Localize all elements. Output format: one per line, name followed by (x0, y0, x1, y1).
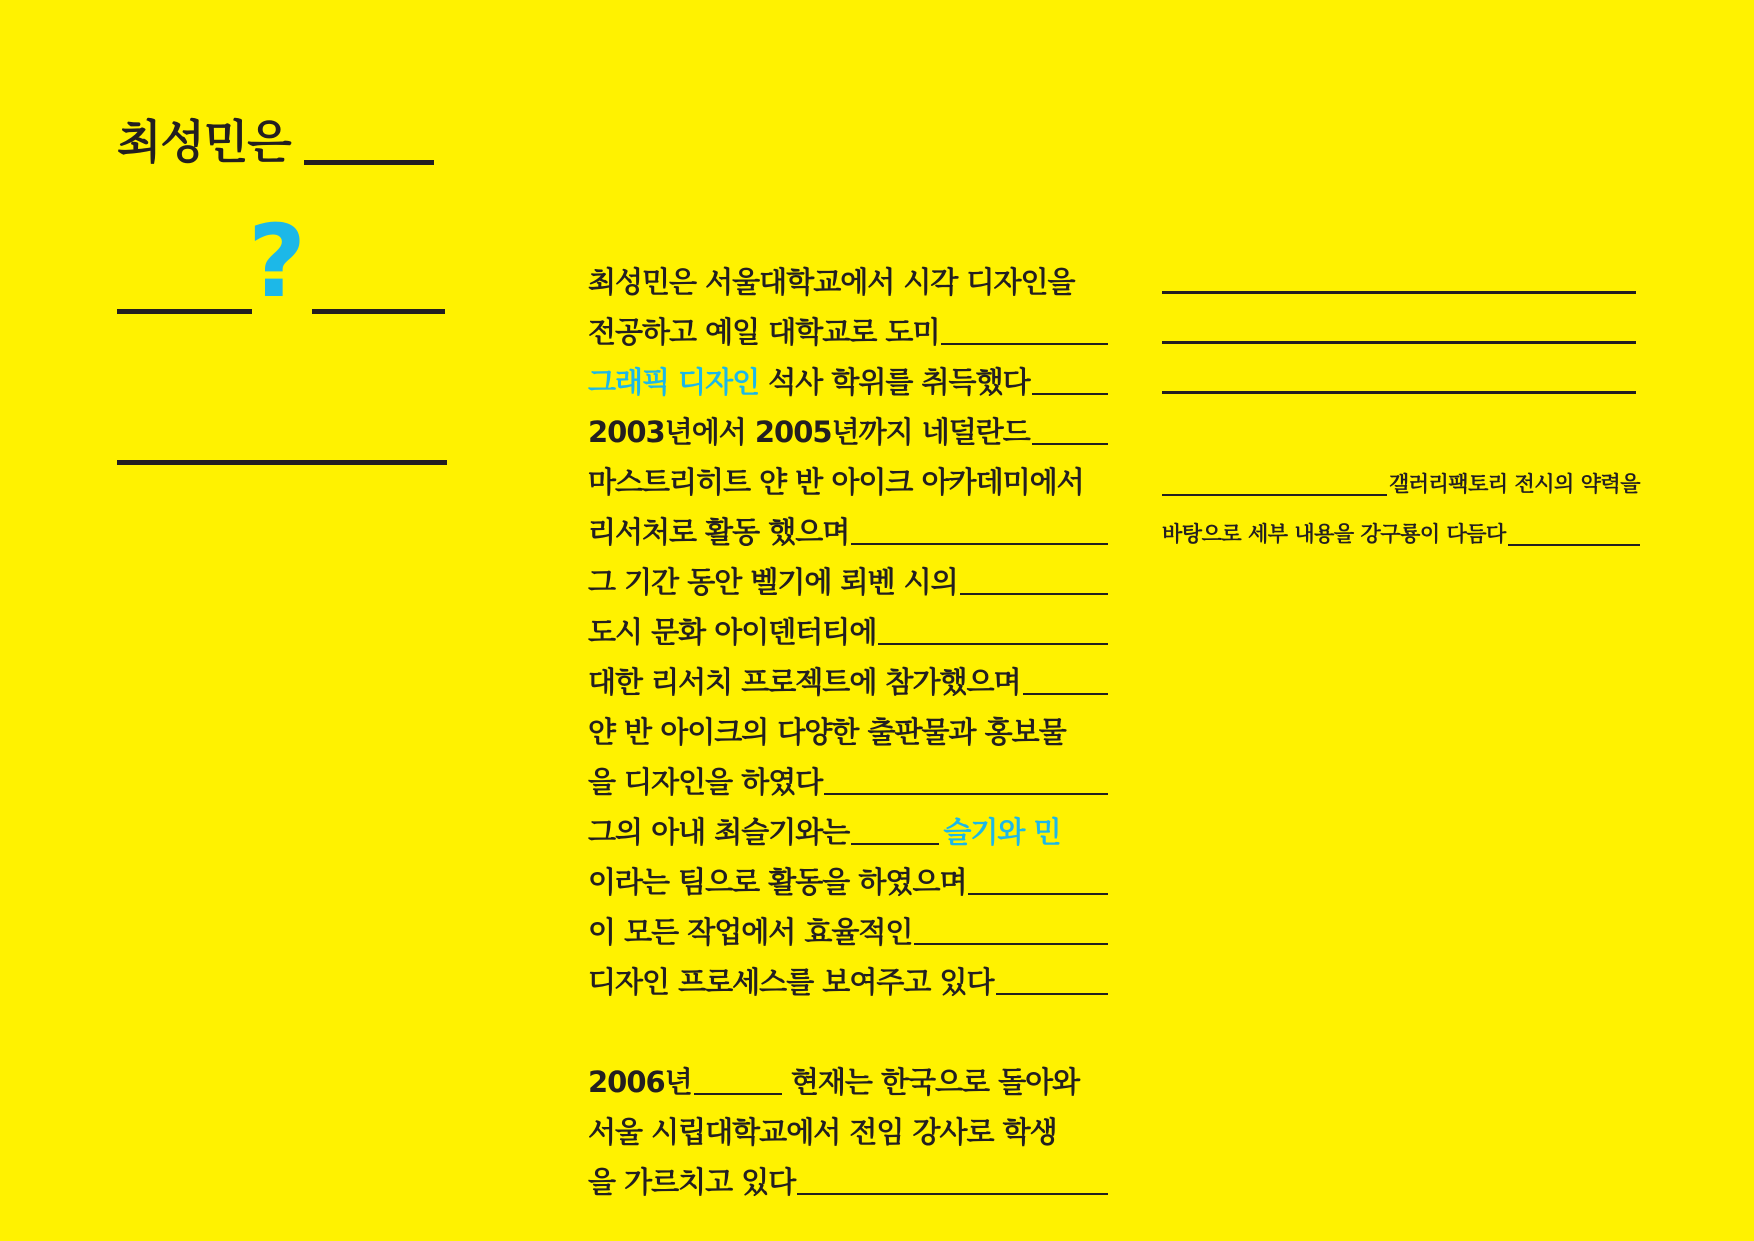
text-line: 2003년에서 2005년까지 네덜란드 (588, 407, 1108, 457)
text-line: 그의 아내 최슬기와는 슬기와 민 (588, 807, 1108, 857)
right-rule-2 (1162, 341, 1636, 344)
text-line: 을 가르치고 있다 (588, 1157, 1108, 1207)
highlight-graphic-design: 그래픽 디자인 (588, 365, 760, 399)
bio-text (588, 257, 1108, 1207)
text-line: 대한 리서치 프로젝트에 참가했으며 (588, 657, 1108, 707)
question-left-rule (117, 309, 252, 314)
text-line: 마스트리히트 얀 반 아이크 아카데미에서 (588, 465, 1084, 499)
text-line: 최성민은 서울대학교에서 시각 디자인을 (588, 265, 1075, 299)
text-line: 2006년 현재는 한국으로 돌아와 (588, 1065, 1080, 1099)
text-line: 서울 시립대학교에서 전임 강사로 학생 (588, 1115, 1057, 1149)
text-line: 을 디자인을 하였다 (588, 757, 1108, 807)
right-rule-1 (1162, 291, 1636, 294)
credit-line: 갤러리팩토리 전시의 약력을 (1162, 459, 1640, 509)
question-mark: ? (248, 203, 307, 320)
text-line: 이 모든 작업에서 효율적인 (588, 907, 1108, 957)
text-line: 리서처로 활동 했으며 (588, 507, 1108, 557)
question-right-rule (312, 309, 445, 314)
text-line: 그 기간 동안 벨기에 뢰벤 시의 (588, 557, 1108, 607)
highlight-team-name: 슬기와 민 (943, 815, 1061, 849)
text-line: 그래픽 디자인 석사 학위를 취득했다 (588, 357, 1108, 407)
credit-note (1162, 459, 1640, 559)
right-rule-3 (1162, 391, 1636, 394)
text-line: 이라는 팀으로 활동을 하였으며 (588, 857, 1108, 907)
divider-rule (117, 460, 447, 465)
title-underline (304, 160, 434, 165)
credit-line: 바탕으로 세부 내용을 강구룡이 다듬다 (1162, 509, 1640, 559)
text-line: 전공하고 예일 대학교로 도미 (588, 307, 1108, 357)
page-title: 최성민은 (117, 115, 291, 169)
text-line: 얀 반 아이크의 다양한 출판물과 홍보물 (588, 715, 1066, 749)
text-line: 도시 문화 아이덴터티에 (588, 607, 1108, 657)
text-line: 디자인 프로세스를 보여주고 있다 (588, 957, 1108, 1007)
